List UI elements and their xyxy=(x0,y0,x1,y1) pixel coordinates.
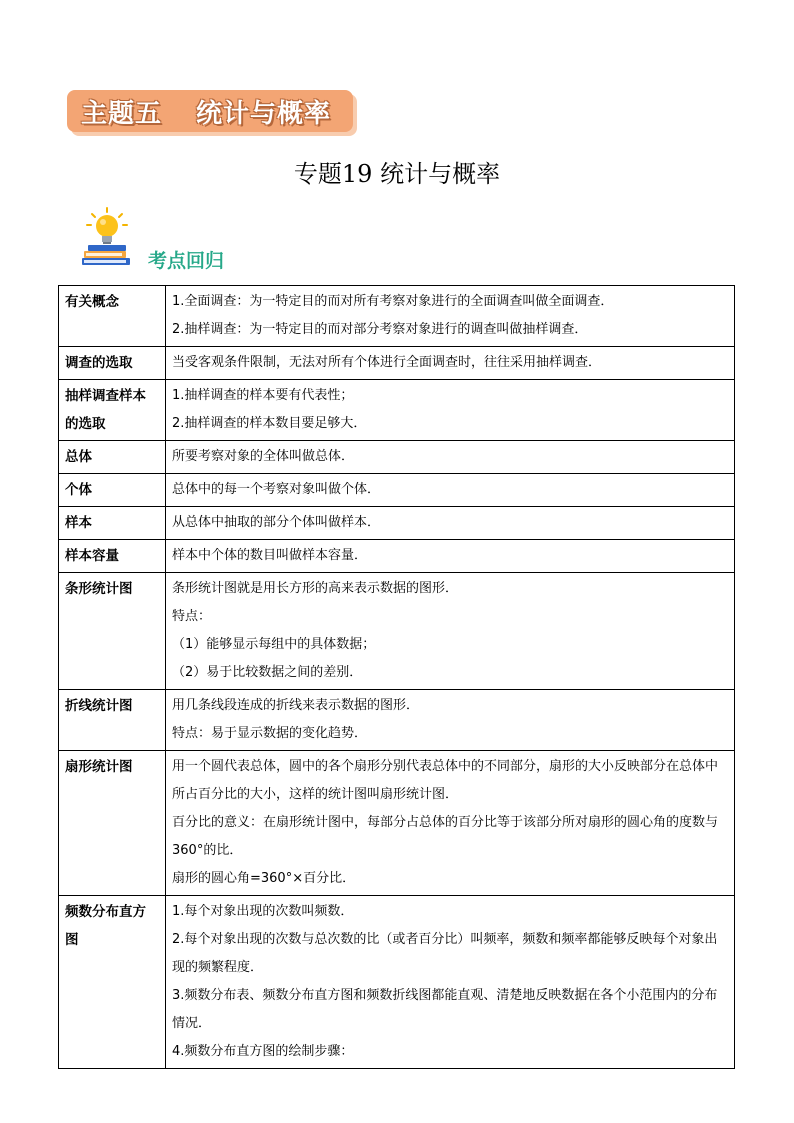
row-description xyxy=(166,751,735,896)
table-row xyxy=(59,896,735,1069)
concept-table xyxy=(58,285,735,1069)
row-term: 抽样调查样本的选取 xyxy=(59,380,166,441)
description-line: 扇形的圆心角=360°×百分比． xyxy=(172,871,356,886)
row-description xyxy=(166,690,735,751)
description-line: （2）易于比较数据之间的差别． xyxy=(172,665,363,680)
table-row xyxy=(59,286,735,347)
description-line: 1.抽样调查的样本要有代表性； xyxy=(172,388,354,403)
description-line: 用几条线段连成的折线来表示数据的图形． xyxy=(172,698,420,713)
description-line: 2.抽样调查：为一特定目的而对部分考察对象进行的调查叫做抽样调查． xyxy=(172,322,588,337)
row-term: 样本容量 xyxy=(59,540,166,573)
description-line: 4.频数分布直方图的绘制步骤： xyxy=(172,1044,354,1059)
section-heading: 考点回归 xyxy=(148,250,225,272)
table-row xyxy=(59,380,735,441)
table-row xyxy=(59,690,735,751)
row-description xyxy=(166,441,735,474)
description-line: 条形统计图就是用长方形的高来表示数据的图形． xyxy=(172,581,459,596)
row-term: 频数分布直方图 xyxy=(59,896,166,1069)
description-line: 总体中的每一个考察对象叫做个体． xyxy=(172,482,381,497)
table-row xyxy=(59,540,735,573)
banner-label xyxy=(67,90,353,132)
row-term: 扇形统计图 xyxy=(59,751,166,896)
description-line: 从总体中抽取的部分个体叫做样本． xyxy=(172,515,381,530)
description-line: 用一个圆代表总体，圆中的各个扇形分别代表总体中的不同部分，扇形的大小反映部分在总体中所占百分比的大小，这样的统计图叫扇形统计图． xyxy=(172,759,719,802)
table-row xyxy=(59,573,735,690)
row-description xyxy=(166,573,735,690)
table-row xyxy=(59,507,735,540)
description-line: 1.全面调查：为一特定目的而对所有考察对象进行的全面调查叫做全面调查． xyxy=(172,294,614,309)
topic-banner xyxy=(67,90,353,132)
description-line: 百分比的意义：在扇形统计图中，每部分占总体的百分比等于该部分所对扇形的圆心角的度数与360°的比． xyxy=(172,815,719,858)
table-row xyxy=(59,751,735,896)
row-description xyxy=(166,286,735,347)
row-description xyxy=(166,474,735,507)
table-row xyxy=(59,347,735,380)
row-description xyxy=(166,380,735,441)
row-term: 调查的选取 xyxy=(59,347,166,380)
description-line: 特点： xyxy=(172,609,212,624)
table-row xyxy=(59,441,735,474)
description-line: 2.每个对象出现的次数与总次数的比（或者百分比）叫频率，频数和频率都能够反映每个对象出现的频繁程度． xyxy=(172,932,718,975)
lightbulb-books-icon xyxy=(80,206,150,274)
description-line: 样本中个体的数目叫做样本容量． xyxy=(172,548,368,563)
row-term: 个体 xyxy=(59,474,166,507)
row-description xyxy=(166,896,735,1069)
banner-part2: 统计与概率 xyxy=(196,98,332,129)
page-title: 专题19 统计与概率 xyxy=(293,160,501,188)
row-term: 样本 xyxy=(59,507,166,540)
row-term: 条形统计图 xyxy=(59,573,166,690)
description-line: 1.每个对象出现的次数叫频数． xyxy=(172,904,354,919)
description-line: 当受客观条件限制，无法对所有个体进行全面调查时，往往采用抽样调查． xyxy=(172,355,602,370)
row-description xyxy=(166,347,735,380)
row-term: 有关概念 xyxy=(59,286,166,347)
banner-part1: 主题五 xyxy=(81,98,163,129)
row-term: 折线统计图 xyxy=(59,690,166,751)
description-line: 所要考察对象的全体叫做总体． xyxy=(172,449,355,464)
section-header xyxy=(80,206,280,274)
description-line: 3.频数分布表、频数分布直方图和频数折线图都能直观、清楚地反映数据在各个小范围内的分布情况． xyxy=(172,988,718,1031)
description-line: 2.抽样调查的样本数目要足够大． xyxy=(172,416,367,431)
description-line: 特点：易于显示数据的变化趋势． xyxy=(172,726,368,741)
row-description xyxy=(166,507,735,540)
row-description xyxy=(166,540,735,573)
description-line: （1）能够显示每组中的具体数据； xyxy=(172,637,376,652)
row-term: 总体 xyxy=(59,441,166,474)
table-row xyxy=(59,474,735,507)
